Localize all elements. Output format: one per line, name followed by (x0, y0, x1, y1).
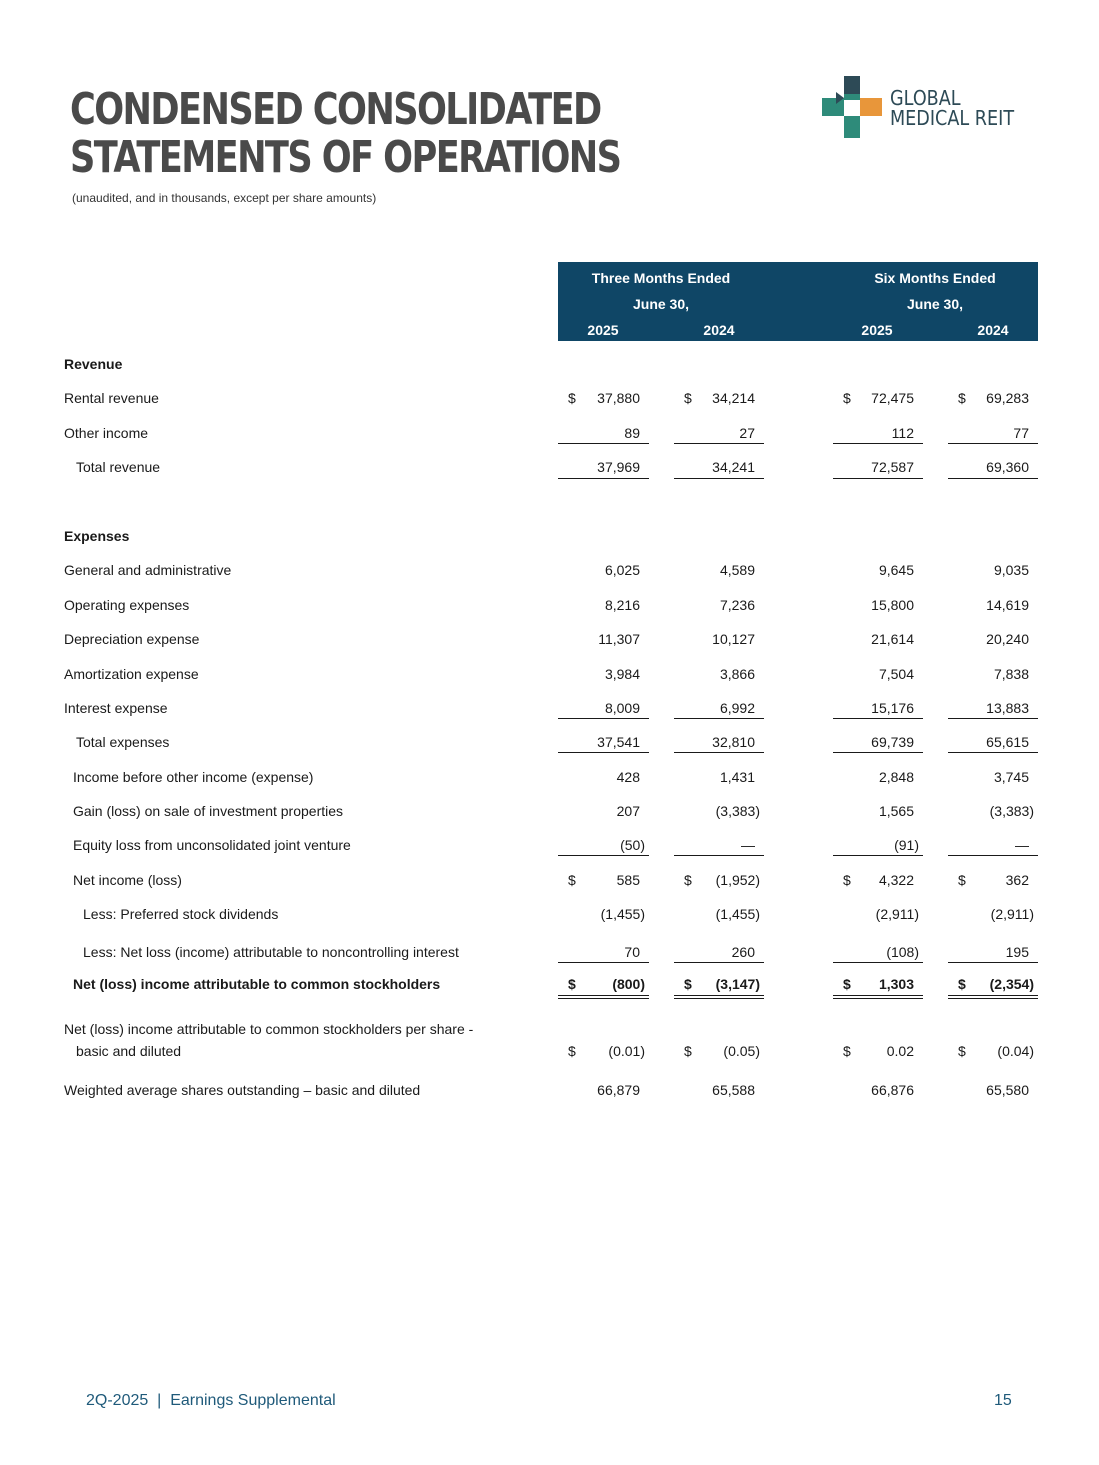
value-cell: 9,035 (993, 562, 1029, 578)
value-cell: 34,214 (712, 390, 755, 406)
three-months-subheader: June 30, (632, 296, 690, 312)
value-cell: 195 (1005, 944, 1029, 960)
value-cell: 112 (891, 425, 914, 441)
value-cell: 37,969 (597, 459, 640, 475)
value-cell: 1,303 (878, 976, 914, 992)
value-cell: 27 (739, 425, 755, 441)
dollar-sign: $ (568, 872, 576, 888)
row-label-gain-loss-sale: Gain (loss) on sale of investment properties (73, 803, 344, 819)
value-cell: 65,588 (712, 1082, 755, 1098)
subtotal-rule (558, 962, 649, 963)
value-cell: 37,880 (597, 390, 640, 406)
value-cell: 7,838 (993, 666, 1029, 682)
row-label-net-income: Net income (loss) (73, 872, 182, 888)
value-cell: 0.02 (886, 1043, 914, 1059)
value-cell: 260 (731, 944, 755, 960)
value-cell: 8,216 (604, 597, 640, 613)
value-cell: 65,615 (986, 734, 1029, 750)
value-cell: 65,580 (986, 1082, 1029, 1098)
subtotal-rule (674, 855, 764, 856)
total-rule (674, 752, 764, 753)
value-cell: 69,360 (986, 459, 1029, 475)
subtotal-rule (833, 855, 923, 856)
subtotal-rule (948, 962, 1038, 963)
title-line-1: CONDENSED CONSOLIDATED (70, 84, 601, 135)
value-cell: (91) (894, 837, 919, 853)
value-cell: 89 (624, 425, 640, 441)
subtotal-rule (674, 718, 764, 719)
year-header-1: 2025 (587, 322, 619, 338)
total-rule (558, 478, 649, 479)
value-cell: 7,504 (878, 666, 914, 682)
value-cell: (108) (886, 944, 919, 960)
total-rule (674, 478, 764, 479)
company-logo (820, 76, 1030, 140)
logo-text (890, 88, 1014, 128)
value-cell: 69,739 (871, 734, 914, 750)
value-cell: (0.01) (608, 1043, 645, 1059)
dollar-sign: $ (843, 872, 851, 888)
value-cell: 66,879 (597, 1082, 640, 1098)
dollar-sign: $ (568, 1043, 576, 1059)
row-label-rental-revenue: Rental revenue (64, 390, 159, 406)
row-label-per-share-line2: basic and diluted (76, 1043, 182, 1059)
row-label-per-share: Net (loss) income attributable to common stockholders per share - (64, 1021, 474, 1037)
value-cell: 21,614 (871, 631, 914, 647)
total-rule (948, 478, 1038, 479)
value-cell: (2,911) (990, 906, 1034, 922)
value-cell: 9,645 (878, 562, 914, 578)
subtotal-rule (674, 443, 764, 444)
dollar-sign: $ (684, 976, 692, 992)
row-label-total-expenses: Total expenses (76, 734, 170, 750)
value-cell: — (1015, 837, 1029, 853)
value-cell: (3,383) (989, 803, 1034, 819)
double-total-rule (948, 995, 1038, 999)
title-line-2: STATEMENTS OF OPERATIONS (70, 132, 621, 183)
logo-mark-icon (820, 76, 884, 140)
double-total-rule (558, 995, 649, 999)
subtotal-rule (948, 443, 1038, 444)
subtotal-rule (948, 855, 1038, 856)
row-label-depreciation: Depreciation expense (64, 631, 200, 647)
value-cell: 32,810 (712, 734, 755, 750)
year-header-2: 2024 (703, 322, 735, 338)
dollar-sign: $ (958, 976, 966, 992)
page-subtitle: (unaudited, and in thousands, except per share amounts) (72, 191, 377, 205)
subtotal-rule (833, 962, 923, 963)
double-total-rule (674, 995, 764, 999)
year-header-3: 2025 (861, 322, 893, 338)
value-cell: 428 (616, 769, 640, 785)
dollar-sign: $ (843, 976, 851, 992)
dollar-sign: $ (684, 390, 692, 406)
value-cell: 207 (616, 803, 640, 819)
value-cell: 77 (1013, 425, 1029, 441)
value-cell: 6,025 (604, 562, 640, 578)
value-cell: 2,848 (878, 769, 914, 785)
value-cell: 70 (624, 944, 640, 960)
logo-line-2: MEDICAL REIT (890, 106, 1015, 130)
value-cell: 3,745 (993, 769, 1029, 785)
value-cell: 4,589 (719, 562, 755, 578)
value-cell: 585 (616, 872, 640, 888)
value-cell: 72,475 (871, 390, 914, 406)
logo-line-1: GLOBAL (890, 86, 961, 110)
value-cell: 20,240 (986, 631, 1029, 647)
value-cell: 3,866 (719, 666, 755, 682)
value-cell: (800) (612, 976, 645, 992)
dollar-sign: $ (958, 390, 966, 406)
value-cell: (0.05) (723, 1043, 760, 1059)
value-cell: 14,619 (986, 597, 1029, 613)
value-cell: 69,283 (986, 390, 1029, 406)
row-label-operating-expenses: Operating expenses (64, 597, 190, 613)
value-cell: 362 (1005, 872, 1029, 888)
value-cell: 15,176 (871, 700, 914, 716)
dollar-sign: $ (684, 872, 692, 888)
six-months-header: Six Months Ended (874, 270, 996, 286)
dollar-sign: $ (958, 872, 966, 888)
row-label-interest-expense: Interest expense (64, 700, 168, 716)
row-label-total-revenue: Total revenue (76, 459, 161, 475)
value-cell: (1,952) (715, 872, 760, 888)
row-label-equity-loss: Equity loss from unconsolidated joint venture (73, 837, 351, 853)
row-label-expenses: Expenses (64, 528, 130, 544)
dollar-sign: $ (843, 1043, 851, 1059)
six-months-subheader: June 30, (906, 296, 964, 312)
value-cell: (2,354) (989, 976, 1034, 992)
value-cell: (1,455) (600, 906, 645, 922)
value-cell: 37,541 (597, 734, 640, 750)
dollar-sign: $ (568, 976, 576, 992)
row-label-noncontrolling-interest: Less: Net loss (income) attributable to noncontrolling interest (83, 944, 459, 960)
footer-label: 2Q-2025 | Earnings Supplemental (86, 1392, 336, 1409)
total-rule (558, 752, 649, 753)
dollar-sign: $ (843, 390, 851, 406)
value-cell: 8,009 (604, 700, 640, 716)
row-label-other-income: Other income (64, 425, 149, 441)
row-label-revenue: Revenue (64, 356, 123, 372)
value-cell: (50) (620, 837, 645, 853)
value-cell: 15,800 (871, 597, 914, 613)
value-cell: 10,127 (712, 631, 755, 647)
dollar-sign: $ (568, 390, 576, 406)
value-cell: (1,455) (715, 906, 760, 922)
row-label-weighted-shares: Weighted average shares outstanding – basic and diluted (64, 1082, 421, 1098)
value-cell: 13,883 (986, 700, 1029, 716)
value-cell: 1,565 (878, 803, 914, 819)
total-rule (833, 478, 923, 479)
row-label-net-to-common: Net (loss) income attributable to common stockholders (73, 976, 441, 992)
dollar-sign: $ (684, 1043, 692, 1059)
subtotal-rule (833, 718, 923, 719)
value-cell: 1,431 (719, 769, 755, 785)
row-label-amortization: Amortization expense (64, 666, 199, 682)
three-months-header: Three Months Ended (591, 270, 731, 286)
subtotal-rule (674, 962, 764, 963)
value-cell: 6,992 (719, 700, 755, 716)
value-cell: (2,911) (875, 906, 919, 922)
value-cell: (3,147) (715, 976, 760, 992)
subtotal-rule (558, 718, 649, 719)
page-number: 15 (994, 1392, 1012, 1409)
row-label-general-admin: General and administrative (64, 562, 232, 578)
subtotal-rule (558, 855, 649, 856)
total-rule (948, 752, 1038, 753)
value-cell: 72,587 (871, 459, 914, 475)
double-total-rule (833, 995, 923, 999)
year-header-4: 2024 (977, 322, 1009, 338)
total-rule (833, 752, 923, 753)
subtotal-rule (833, 443, 923, 444)
row-label-preferred-dividends: Less: Preferred stock dividends (83, 906, 279, 922)
value-cell: 3,984 (604, 666, 640, 682)
value-cell: (3,383) (715, 803, 760, 819)
subtotal-rule (948, 718, 1038, 719)
dollar-sign: $ (958, 1043, 966, 1059)
value-cell: 4,322 (878, 872, 914, 888)
subtotal-rule (558, 443, 649, 444)
value-cell: 34,241 (712, 459, 755, 475)
value-cell: 11,307 (598, 631, 640, 647)
value-cell: 7,236 (719, 597, 755, 613)
value-cell: (0.04) (997, 1043, 1034, 1059)
page-title (70, 86, 620, 182)
value-cell: 66,876 (871, 1082, 914, 1098)
value-cell: — (741, 837, 755, 853)
row-label-income-before-other: Income before other income (expense) (73, 769, 314, 785)
